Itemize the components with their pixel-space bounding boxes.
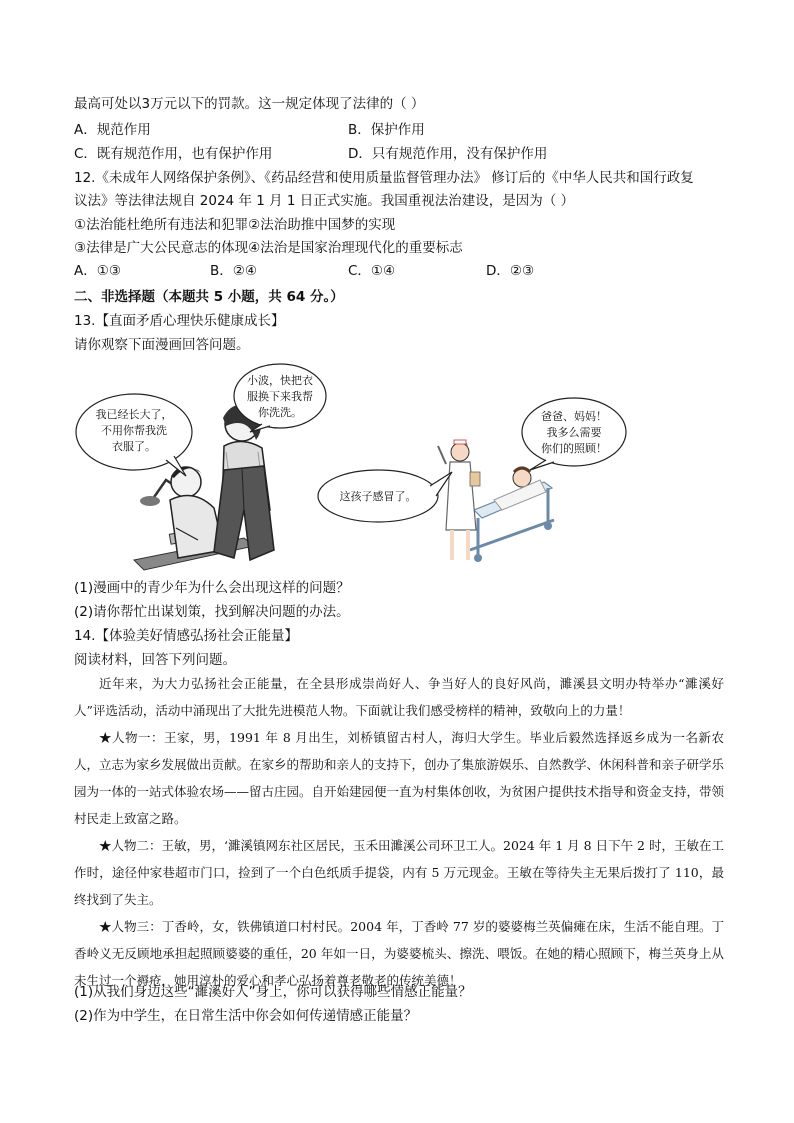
bubble-mom-line1: 小波，快把衣	[247, 374, 313, 387]
material-paragraph-person1: ★人物一：王家，男，1991 年 8 月出生，刘桥镇留古村人，海归大学生。毕业后毅然选择返乡成为一名新农人，立志为家乡发展做出贡献。在家乡的帮助和亲人的支持下，创办了集旅游娱乐、自然教学、休闲科普和亲子研学乐园为一体的一站式体验农场——留古庄园。自开始建园便一直为村集体创收，为贫困户提供技术指导和资金支持，带领村民走上致富之路。	[74, 730, 725, 826]
q12-stem-line1: 12.《未成年人网络保护条例》、《药品经营和使用质量监督管理办法》 修订后的《中华人民共和国行政复	[74, 170, 694, 186]
q14-subquestion-2: (2)作为中学生，在日常生活中你会如何传递情感正能量？	[74, 1008, 418, 1024]
q11-option-b: B．保护作用	[348, 122, 425, 138]
q11-option-d: D．只有规范作用，没有保护作用	[348, 146, 548, 162]
q14-subquestion-1: (1)从我们身边这些“濉溪好人”身上，你可以获得哪些情感正能量？	[74, 984, 472, 1000]
q12-option-a: A．①③	[74, 263, 121, 279]
q11-option-a: A．规范作用	[74, 122, 151, 138]
bubble-boy-line2: 不用你帮我洗	[101, 424, 167, 437]
q12-stem-line2: 议法》等法律法规自 2024 年 1 月 1 日正式实施。我国重视法治建设，是因为（ ）	[74, 193, 575, 209]
section-title: 二、非选择题（本题共 5 小题，共 64 分。）	[74, 289, 344, 305]
comic-illustration	[74, 360, 634, 572]
q12-option-b: B．②④	[210, 263, 257, 279]
material-paragraph-intro: 近年来，为大力弘扬社会正能量，在全县形成崇尚好人、争当好人的良好风尚，濉溪县文明办特举办“濉溪好人”评选活动，活动中涌现出了大批先进模范人物。下面就让我们感受榜样的精神，致敬向上的力量！	[74, 676, 724, 718]
q14-intro: 阅读材料，回答下列问题。	[74, 652, 236, 668]
q12-option-c: C．①④	[348, 263, 396, 279]
q13-subquestion-1: (1)漫画中的青少年为什么会出现这样的问题？	[74, 580, 350, 596]
q11-option-c: C．既有规范作用，也有保护作用	[74, 146, 273, 162]
q13-intro: 请你观察下面漫画回答问题。	[74, 337, 250, 353]
material-paragraph-person2: ★人物二：王敏，男，‘濉溪镇网东社区居民，玉禾田濉溪公司环卫工人。2024 年 1 月 8 日下午 2 时，王敏在工作时，途径仲家巷超市门口，捡到了一个白色纸质手提袋，内有 5 万元现金。王敏在等待失主无果后拨打了 110，最终找到了失主。	[74, 838, 724, 907]
material-paragraph-person3: ★人物三：丁香岭，女，铁佛镇道口村村民。2004 年，丁香岭 77 岁的婆婆梅兰英偏瘫在床，生活不能自理。丁香岭义无反顾地承担起照顾婆婆的重任，20 年如一日，为婆婆梳头、擦洗、喂饭。在她的精心照顾下，梅兰英身上从未生过一个褥疮，她用淳朴的爱心和孝心弘扬着尊老敬老的传统美德！	[74, 919, 724, 988]
q14-material	[74, 670, 724, 994]
bubble-boy-line3: 衣服了。	[112, 440, 156, 453]
bubble-child-line3: 你们的照顾！	[541, 442, 607, 455]
q14-title: 14.【体验美好情感弘扬社会正能量】	[74, 628, 298, 644]
q12-items-line2: ③法律是广大公民意志的体现④法治是国家治理现代化的重要标志	[74, 240, 463, 256]
bubble-boy-line1: 我已经长大了，	[95, 408, 173, 421]
q13-title: 13.【直面矛盾心理快乐健康成长】	[74, 313, 285, 329]
bubble-mom-line3: 你洗洗。	[258, 406, 302, 419]
bubble-child-line2: 我多么需要	[546, 426, 602, 439]
q11-stem-tail: 最高可处以3万元以下的罚款。这一规定体现了法律的（ ）	[74, 96, 425, 112]
q13-subquestion-2: (2)请你帮忙出谋划策，找到解决问题的办法。	[74, 604, 350, 620]
q12-items-line1: ①法治能杜绝所有违法和犯罪②法治助推中国梦的实现	[74, 217, 396, 233]
bubble-nurse-text: 这孩子感冒了。	[339, 490, 417, 503]
bubble-mom-line2: 服换下来我帮	[247, 390, 313, 403]
bubble-child-line1: 爸爸、妈妈！	[541, 410, 607, 423]
q12-option-d: D．②③	[486, 263, 535, 279]
